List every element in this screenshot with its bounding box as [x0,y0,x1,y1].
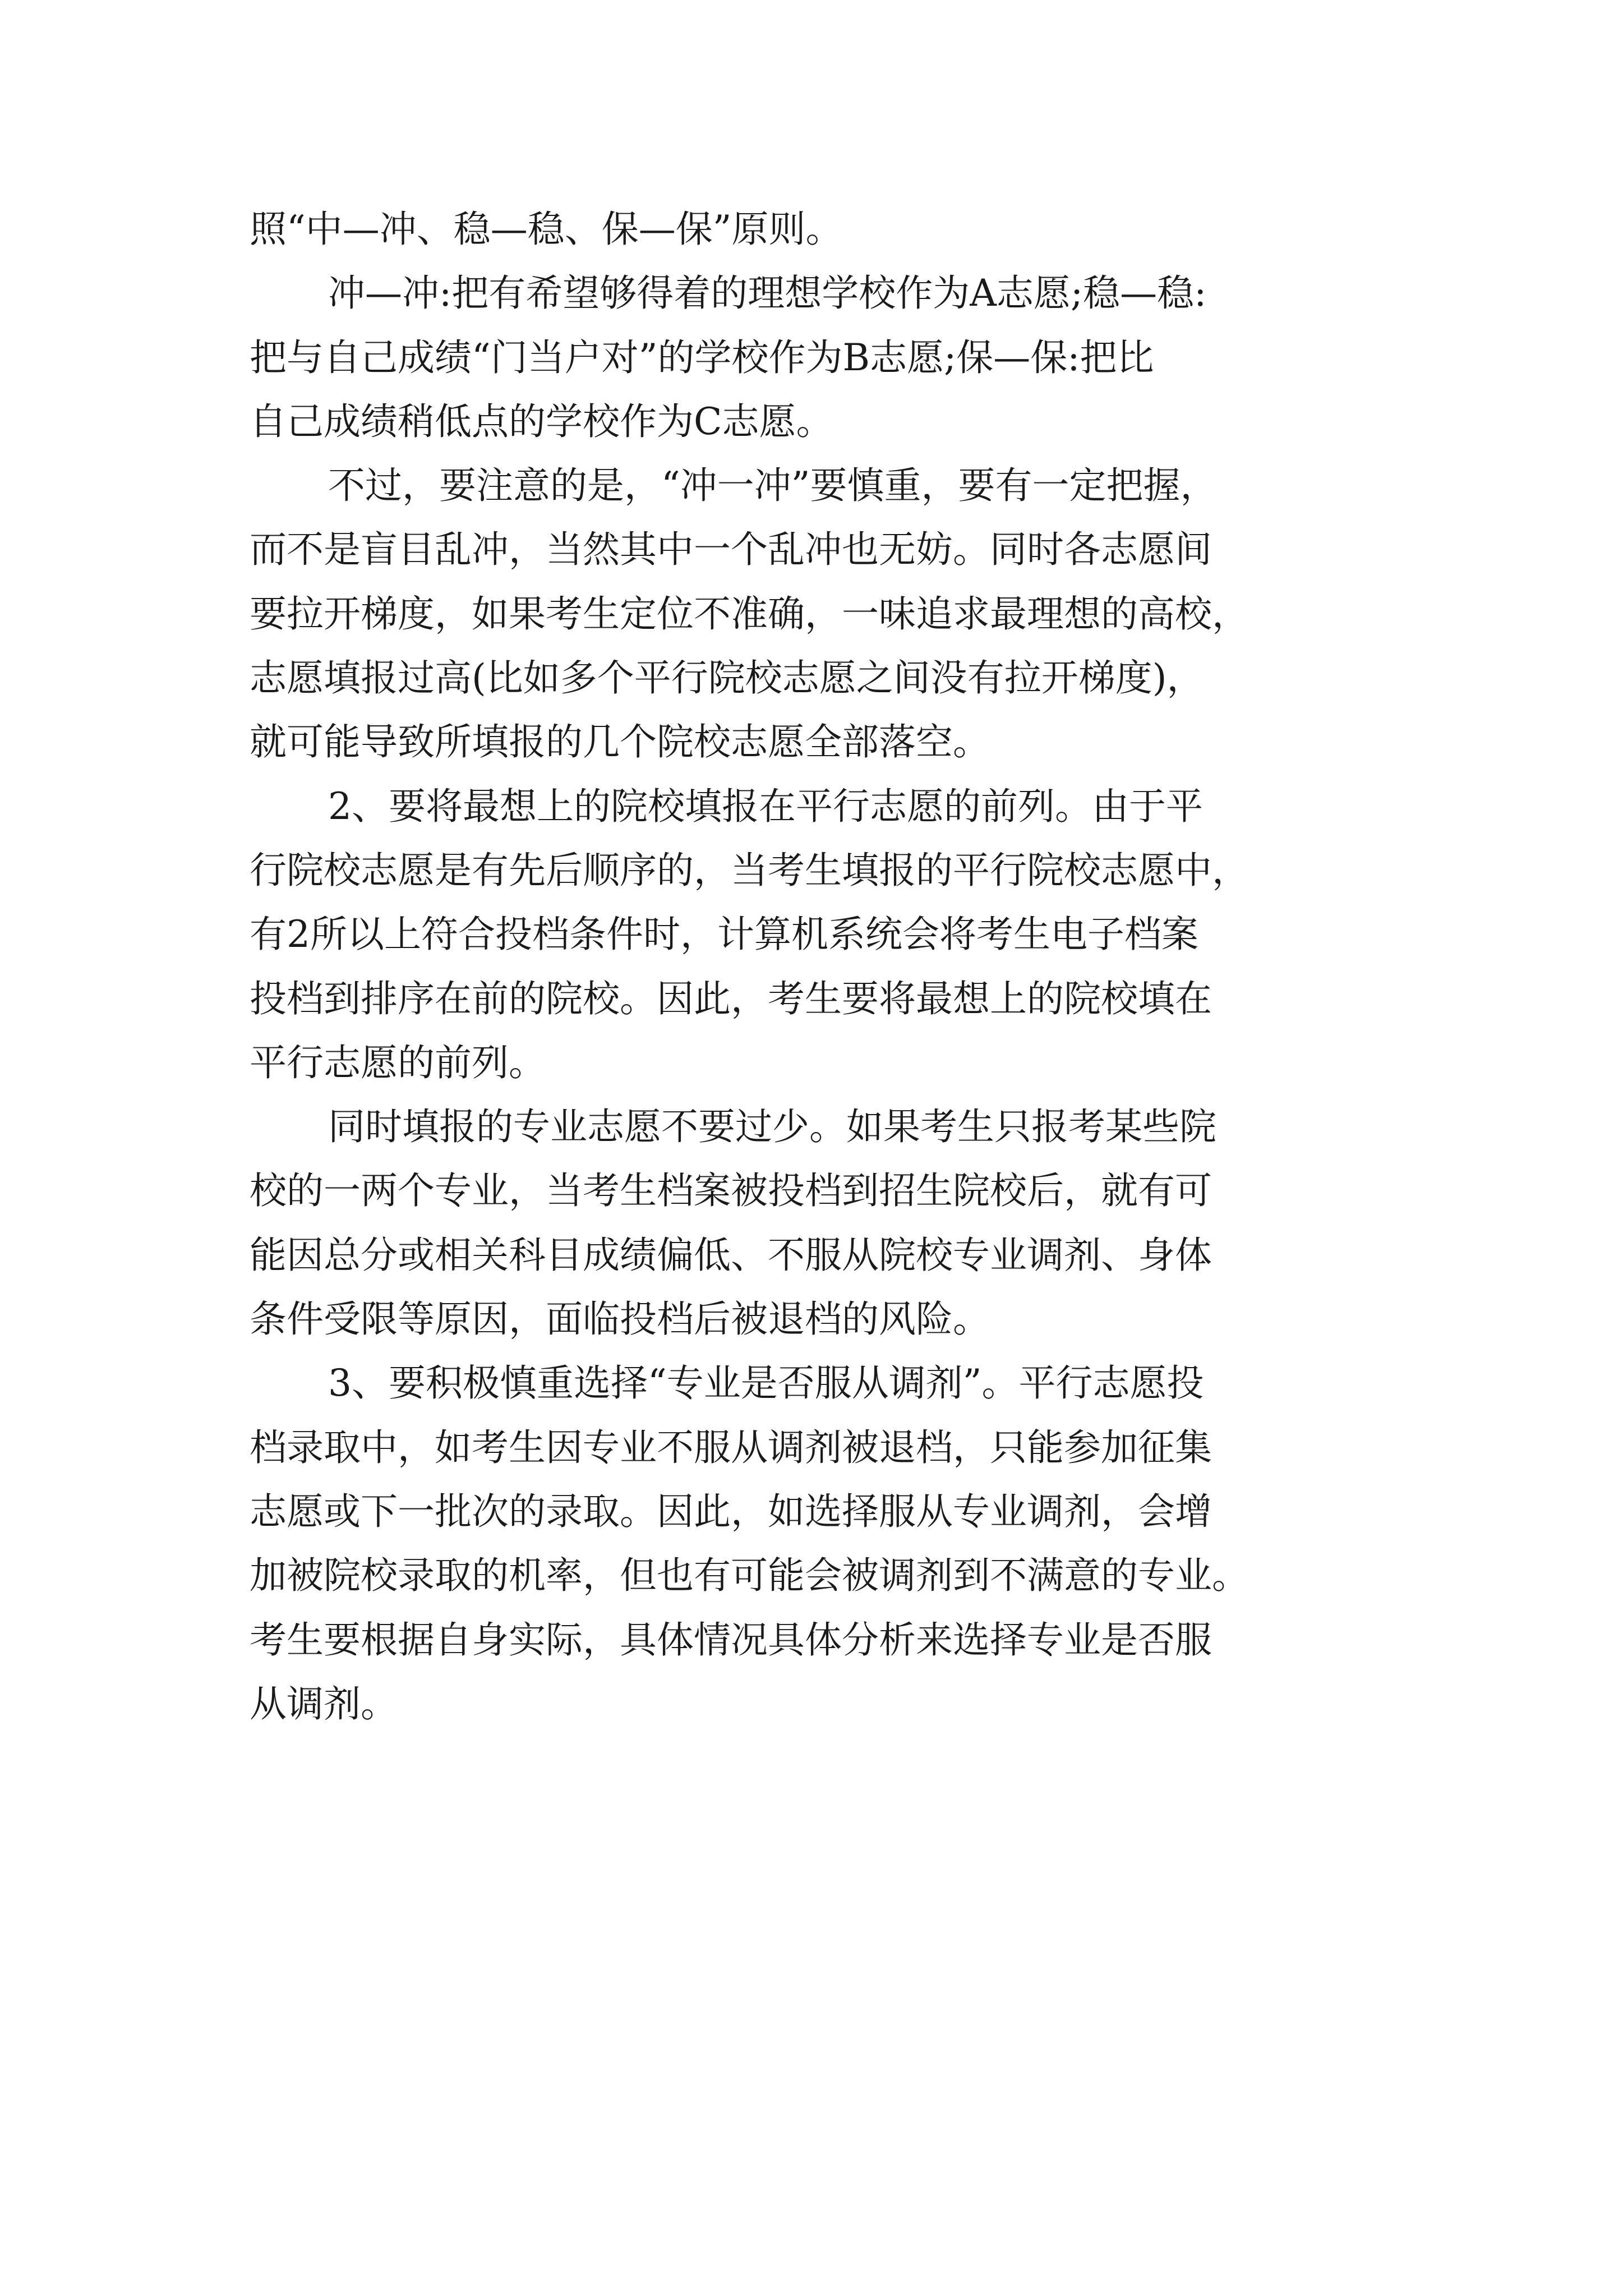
paragraph-5-line-3: 能因总分或相关科目成绩偏低、不服从院校专业调剂、身体 [250,1233,1212,1277]
paragraph-4-line-1: 2、要将最想上的院校填报在平行志愿的前列。由于平 [328,784,1203,828]
paragraph-4-line-3: 有2所以上符合投档条件时，计算机系统会将考生电子档案 [250,913,1198,956]
paragraph-3-line-2: 而不是盲目乱冲，当然其中一个乱冲也无妨。同时各志愿间 [250,528,1212,572]
paragraph-1-line-1: 照“中—冲、稳—稳、保—保”原则。 [250,208,843,251]
paragraph-6-line-4: 加被院校录取的机率，但也有可能会被调剂到不满意的专业。 [250,1554,1249,1598]
paragraph-2-line-1: 冲—冲:把有希望够得着的理想学校作为A志愿;稳—稳: [328,272,1207,315]
paragraph-3-line-5: 就可能导致所填报的几个院校志愿全部落空。 [250,720,990,764]
paragraph-2-line-2: 把与自己成绩“门当户对”的学校作为B志愿;保—保:把比 [250,335,1154,379]
paragraph-3-line-3: 要拉开梯度，如果考生定位不准确，一味追求最理想的高校， [250,592,1249,636]
paragraph-2-line-3: 自己成绩稍低点的学校作为C志愿。 [250,399,833,443]
paragraph-4-line-2: 行院校志愿是有先后顺序的，当考生填报的平行院校志愿中， [250,848,1249,892]
paragraph-6-line-3: 志愿或下一批次的录取。因此，如选择服从专业调剂，会增 [250,1489,1212,1533]
document-body [250,197,1385,1736]
paragraph-4-line-4: 投档到排序在前的院校。因此，考生要将最想上的院校填在 [250,977,1212,1020]
paragraph-6-line-5: 考生要根据自身实际，具体情况具体分析来选择专业是否服 [250,1618,1212,1662]
paragraph-3-line-1: 不过，要注意的是，“冲一冲”要慎重，要有一定把握， [328,464,1218,508]
paragraph-5-line-1: 同时填报的专业志愿不要过少。如果考生只报考某些院 [328,1105,1216,1149]
paragraph-4-line-5: 平行志愿的前列。 [250,1041,546,1084]
paragraph-5-line-4: 条件受限等原因，面临投档后被退档的风险。 [250,1297,990,1341]
paragraph-6-line-6: 从调剂。 [250,1682,398,1726]
paragraph-6-line-2: 档录取中，如考生因专业不服从调剂被退档，只能参加征集 [250,1425,1212,1469]
paragraph-6-line-1: 3、要积极慎重选择“专业是否服从调剂”。平行志愿投 [328,1361,1204,1405]
paragraph-5-line-2: 校的一两个专业，当考生档案被投档到招生院校后，就有可 [250,1169,1212,1213]
paragraph-3-line-4: 志愿填报过高(比如多个平行院校志愿之间没有拉开梯度)， [250,656,1204,700]
